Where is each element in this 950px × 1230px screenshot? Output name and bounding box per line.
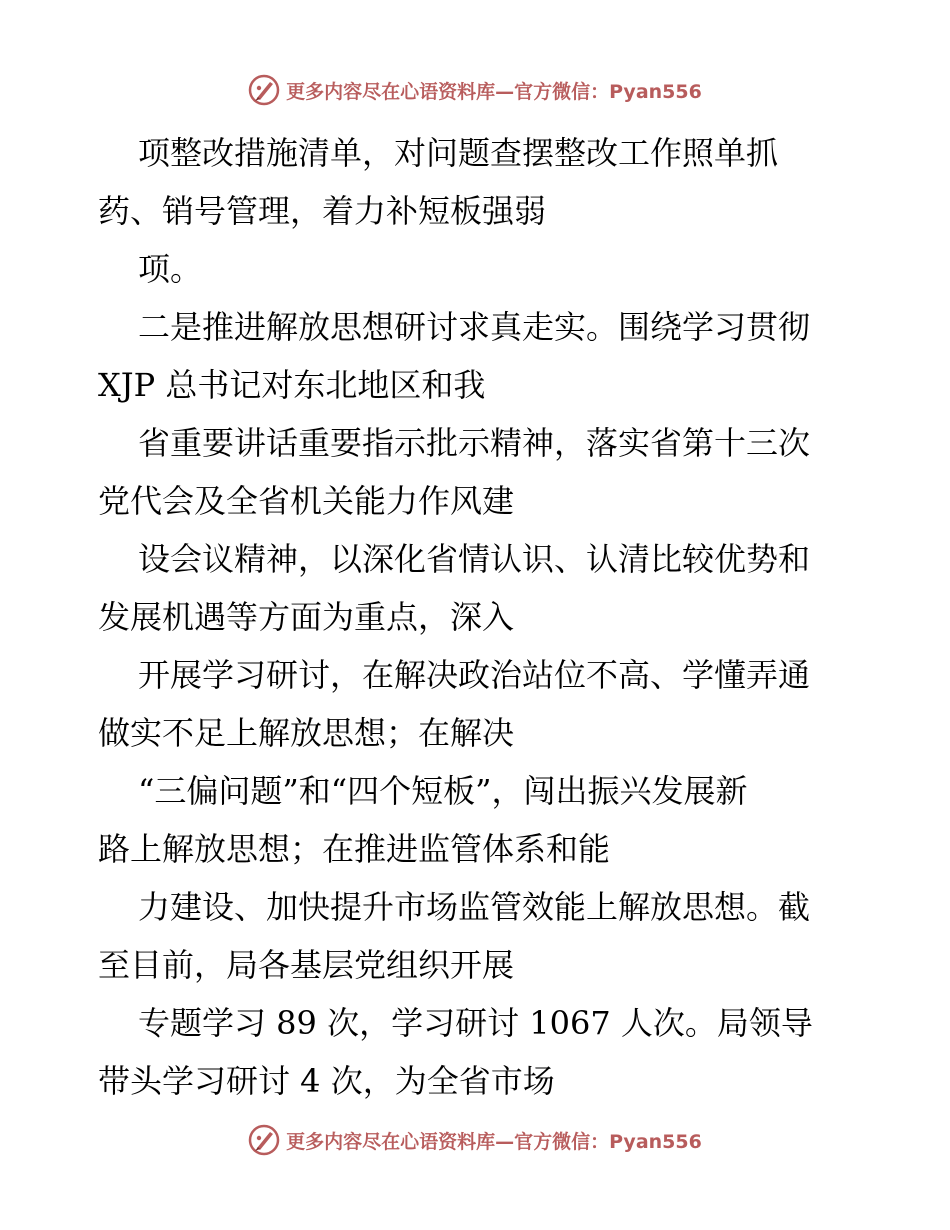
- quill-pen-logo-icon: [248, 74, 280, 106]
- body-text-line: 力建设、加快提升市场监管效能上解放思想。截: [138, 888, 811, 926]
- body-text-line: 做实不足上解放思想；在解决: [98, 714, 515, 752]
- body-text-line: 至目前，局各基层党组织开展: [98, 946, 515, 984]
- document-body: [98, 124, 858, 1110]
- body-text-line: 二是推进解放思想研讨求真走实。围绕学习贯彻: [138, 308, 811, 346]
- body-text-line: 开展学习研讨，在解决政治站位不高、学懂弄通: [138, 656, 811, 694]
- body-text-line: 项。: [138, 250, 203, 288]
- watermark-text: 更多内容尽在心语资料库—官方微信：Pyan556: [286, 1130, 702, 1153]
- body-text-line: 药、销号管理，着力补短板强弱: [98, 192, 547, 230]
- body-text-line: 设会议精神，以深化省情认识、认清比较优势和: [138, 540, 811, 578]
- body-text-line: 发展机遇等方面为重点，深入: [98, 598, 515, 636]
- footer-watermark: [0, 1120, 950, 1160]
- body-text-line: 项整改措施清单，对问题查摆整改工作照单抓: [138, 134, 779, 172]
- body-text-line: 省重要讲话重要指示批示精神，落实省第十三次: [138, 424, 811, 462]
- body-text-line: “三偏问题”和“四个短板”，闯出振兴发展新: [138, 772, 748, 810]
- body-text-line: XJP 总书记对东北地区和我: [98, 366, 486, 404]
- header-watermark: [0, 70, 950, 110]
- quill-pen-logo-icon: [248, 1124, 280, 1156]
- body-text-line: 党代会及全省机关能力作风建: [98, 482, 515, 520]
- body-text-line: 专题学习 89 次，学习研讨 1067 人次。局领导: [138, 1004, 813, 1042]
- watermark-text: 更多内容尽在心语资料库—官方微信：Pyan556: [286, 80, 702, 103]
- body-text-line: 路上解放思想；在推进监管体系和能: [98, 830, 611, 868]
- body-text-line: 带头学习研讨 4 次，为全省市场: [98, 1062, 555, 1100]
